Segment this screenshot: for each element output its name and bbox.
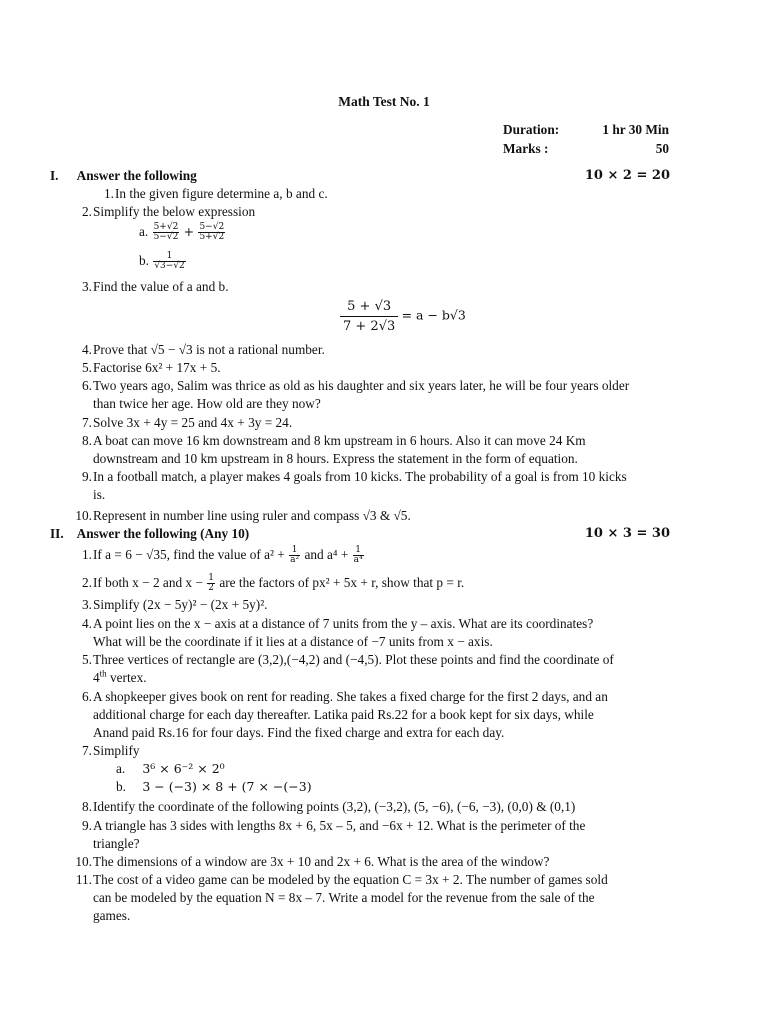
question-item: [70, 359, 720, 377]
denominator: a²: [290, 555, 300, 566]
fraction: [289, 546, 300, 565]
question-text: [93, 688, 720, 742]
question-item: [70, 651, 720, 687]
question-text: Simplify: [93, 743, 140, 758]
question-number: 9.: [82, 469, 92, 484]
numerator: 1: [153, 252, 185, 262]
question-text: Identify the coordinate of the following points (3,2), (−3,2), (5, −6), (−6, −3), (0,0) & (0,1): [93, 799, 576, 814]
sub-label: b.: [139, 253, 149, 268]
question-line: than twice her age. How old are they now?: [93, 396, 321, 411]
question-text: The dimensions of a window are 3x + 10 and 2x + 6. What is the area of the window?: [93, 854, 550, 869]
numerator: 5−√2: [199, 222, 225, 233]
question-item: [70, 546, 720, 565]
question-item: [70, 341, 720, 359]
question-text: In the given figure determine a, b and c.: [115, 186, 328, 201]
question-number: 6.: [82, 378, 92, 393]
question-item: [70, 688, 720, 742]
sub-label: b.: [116, 779, 126, 794]
fraction: [198, 223, 225, 242]
question-number: 4.: [82, 342, 92, 357]
question-item: [70, 203, 720, 221]
question-text: Represent in number line using ruler and compass √3 & √5.: [93, 508, 411, 523]
equation-rhs: = a − b√3: [401, 307, 466, 323]
question-part: and a⁴ +: [304, 547, 349, 562]
question-number: 4.: [82, 616, 92, 631]
sub-label: a.: [139, 224, 149, 239]
denominator: 5−√2: [153, 232, 179, 243]
fraction: [353, 546, 364, 565]
question-line: The cost of a video game can be modeled by the equation C = 3x + 2. The number of games sold: [93, 872, 608, 887]
question-number: 5.: [82, 652, 92, 667]
question-line: additional charge for each day thereafter. Latika paid Rs.22 for a book kept for six days, while: [93, 707, 594, 722]
question-text: Simplify the below expression: [93, 204, 256, 219]
test-meta: [503, 121, 669, 159]
question-text: [93, 546, 720, 565]
sub-question-b: [139, 252, 187, 271]
question-part: vertex.: [106, 670, 147, 685]
question-number: 7.: [82, 743, 92, 758]
fraction: [207, 574, 215, 593]
denominator: 7 + 2√3: [343, 319, 396, 334]
section-numeral: II.: [50, 526, 64, 541]
question-number: 8.: [82, 433, 92, 448]
fraction: [153, 223, 180, 242]
question-text: Simplify (2x − 5y)² − (2x + 5y)².: [93, 597, 268, 612]
denominator: √3−√2: [154, 261, 185, 272]
question-number: 8.: [82, 799, 92, 814]
question-line: Anand paid Rs.16 for four days. Find the fixed charge and extra for each day.: [93, 725, 505, 740]
question-text: [93, 377, 720, 413]
question-line: [93, 669, 720, 687]
question-item: [92, 185, 742, 203]
sub-question-a: a. $\frac{5+√2}{5-√2}$ + $\frac{5-√2}{5+√2}$: [139, 222, 225, 243]
question-number: 3.: [82, 279, 92, 294]
question-line: Two years ago, Salim was thrice as old as his daughter and six years later, he will be four years older: [93, 378, 630, 393]
section-1-heading: [50, 167, 670, 185]
numerator: 5+√2: [153, 222, 179, 233]
question-text: [93, 574, 720, 593]
question-item: [70, 574, 720, 593]
section-marks: 10 × 3 = 30: [584, 526, 670, 541]
fraction: [153, 252, 185, 271]
section-2-heading: [50, 525, 670, 543]
marks-value: 50: [655, 141, 669, 156]
sub-label: a.: [116, 761, 126, 776]
question-part: are the factors of px² + 5x + r, show that p = r.: [219, 575, 465, 590]
question-part: If both x − 2 and x −: [93, 575, 203, 590]
question-line: is.: [93, 487, 106, 502]
question-number: 2.: [82, 204, 92, 219]
expression: 3⁶ × 6⁻² × 2⁰: [142, 761, 225, 776]
section-title: Answer the following (Any 10): [76, 526, 250, 541]
question-item: [70, 414, 720, 432]
question-number: 11.: [75, 872, 92, 887]
question-line: A triangle has 3 sides with lengths 8x + 6, 5x – 5, and −6x + 12. What is the perimeter of the: [93, 818, 586, 833]
question-text: [93, 817, 720, 853]
sub-question-b: [116, 778, 312, 796]
question-number: 2.: [82, 575, 92, 590]
question-text: Find the value of a and b.: [93, 279, 229, 294]
question-text: Solve 3x + 4y = 25 and 4x + 3y = 24.: [93, 415, 293, 430]
question-text: [93, 651, 720, 687]
denominator: 2: [208, 583, 214, 594]
question-item: [70, 853, 720, 871]
equation: [340, 297, 466, 336]
question-item: [70, 596, 720, 614]
question-line: What will be the coordinate if it lies at a distance of −7 units from x − axis.: [93, 634, 493, 649]
question-number: 7.: [82, 415, 92, 430]
question-text: Prove that √5 − √3 is not a rational number.: [93, 342, 325, 357]
duration-row: [503, 121, 669, 140]
question-line: Three vertices of rectangle are (3,2),(−4,2) and (−4,5). Plot these points and find the coordinate of: [93, 652, 614, 667]
question-item: [70, 468, 720, 504]
question-text: [93, 432, 720, 468]
numerator: 1: [208, 573, 214, 584]
question-number: 5.: [82, 360, 92, 375]
question-text: [93, 871, 720, 925]
question-line: downstream and 10 km upstream in 8 hours. Express the statement in the form of equation.: [93, 451, 578, 466]
duration-value: 1 hr 30 Min: [602, 122, 669, 137]
question-number: 3.: [82, 597, 92, 612]
marks-label: Marks :: [503, 141, 549, 156]
question-text: [93, 468, 720, 504]
question-line: can be modeled by the equation N = 8x – 7. Write a model for the revenue from the sale of the: [93, 890, 595, 905]
question-item: [70, 432, 720, 468]
denominator: 5+√2: [199, 232, 225, 243]
question-number: 1.: [82, 547, 92, 562]
numerator: 1: [289, 546, 300, 556]
question-number: 10.: [75, 854, 92, 869]
sub-question-a: [116, 760, 225, 778]
ordinal-number: 4: [93, 670, 100, 685]
question-line: In a football match, a player makes 4 goals from 10 kicks. The probability of a goal is from 10 kicks: [93, 469, 627, 484]
page-title: Math Test No. 1: [338, 94, 430, 109]
marks-row: [503, 140, 669, 159]
question-text: Factorise 6x² + 17x + 5.: [93, 360, 221, 375]
question-line: triangle?: [93, 836, 140, 851]
question-text: [93, 615, 720, 651]
question-item: [70, 278, 720, 296]
numerator: 1: [353, 546, 364, 556]
question-number: 1.: [104, 186, 114, 201]
question-line: A shopkeeper gives book on rent for reading. She takes a fixed charge for the first 2 days, and an: [93, 689, 608, 704]
denominator: a⁴: [353, 555, 363, 566]
question-item: [70, 615, 720, 651]
question-line: A point lies on the x − axis at a distance of 7 units from the y – axis. What are its coordinates?: [93, 616, 594, 631]
section-title: Answer the following: [76, 168, 197, 183]
question-number: 9.: [82, 818, 92, 833]
question-line: games.: [93, 908, 131, 923]
duration-label: Duration:: [503, 122, 560, 137]
question-line: A boat can move 16 km downstream and 8 km upstream in 6 hours. Also it can move 24 Km: [93, 433, 586, 448]
question-item: [70, 377, 720, 413]
question-item: [70, 817, 720, 853]
question-part: If a = 6 − √35, find the value of a² +: [93, 547, 285, 562]
fraction: [340, 297, 398, 336]
question-number: 6.: [82, 689, 92, 704]
question-item: [70, 798, 720, 816]
section-numeral: I.: [50, 168, 59, 183]
ordinal-suffix: th: [99, 668, 107, 679]
question-item: [70, 507, 720, 525]
question-item: [70, 871, 720, 925]
expression: 3 − (−3) × 8 + (7 × −(−3): [142, 779, 312, 794]
section-marks: 10 × 2 = 20: [584, 168, 670, 183]
question-item: [70, 742, 720, 760]
question-number: 10.: [75, 508, 92, 523]
numerator: 5 + √3: [340, 297, 398, 317]
